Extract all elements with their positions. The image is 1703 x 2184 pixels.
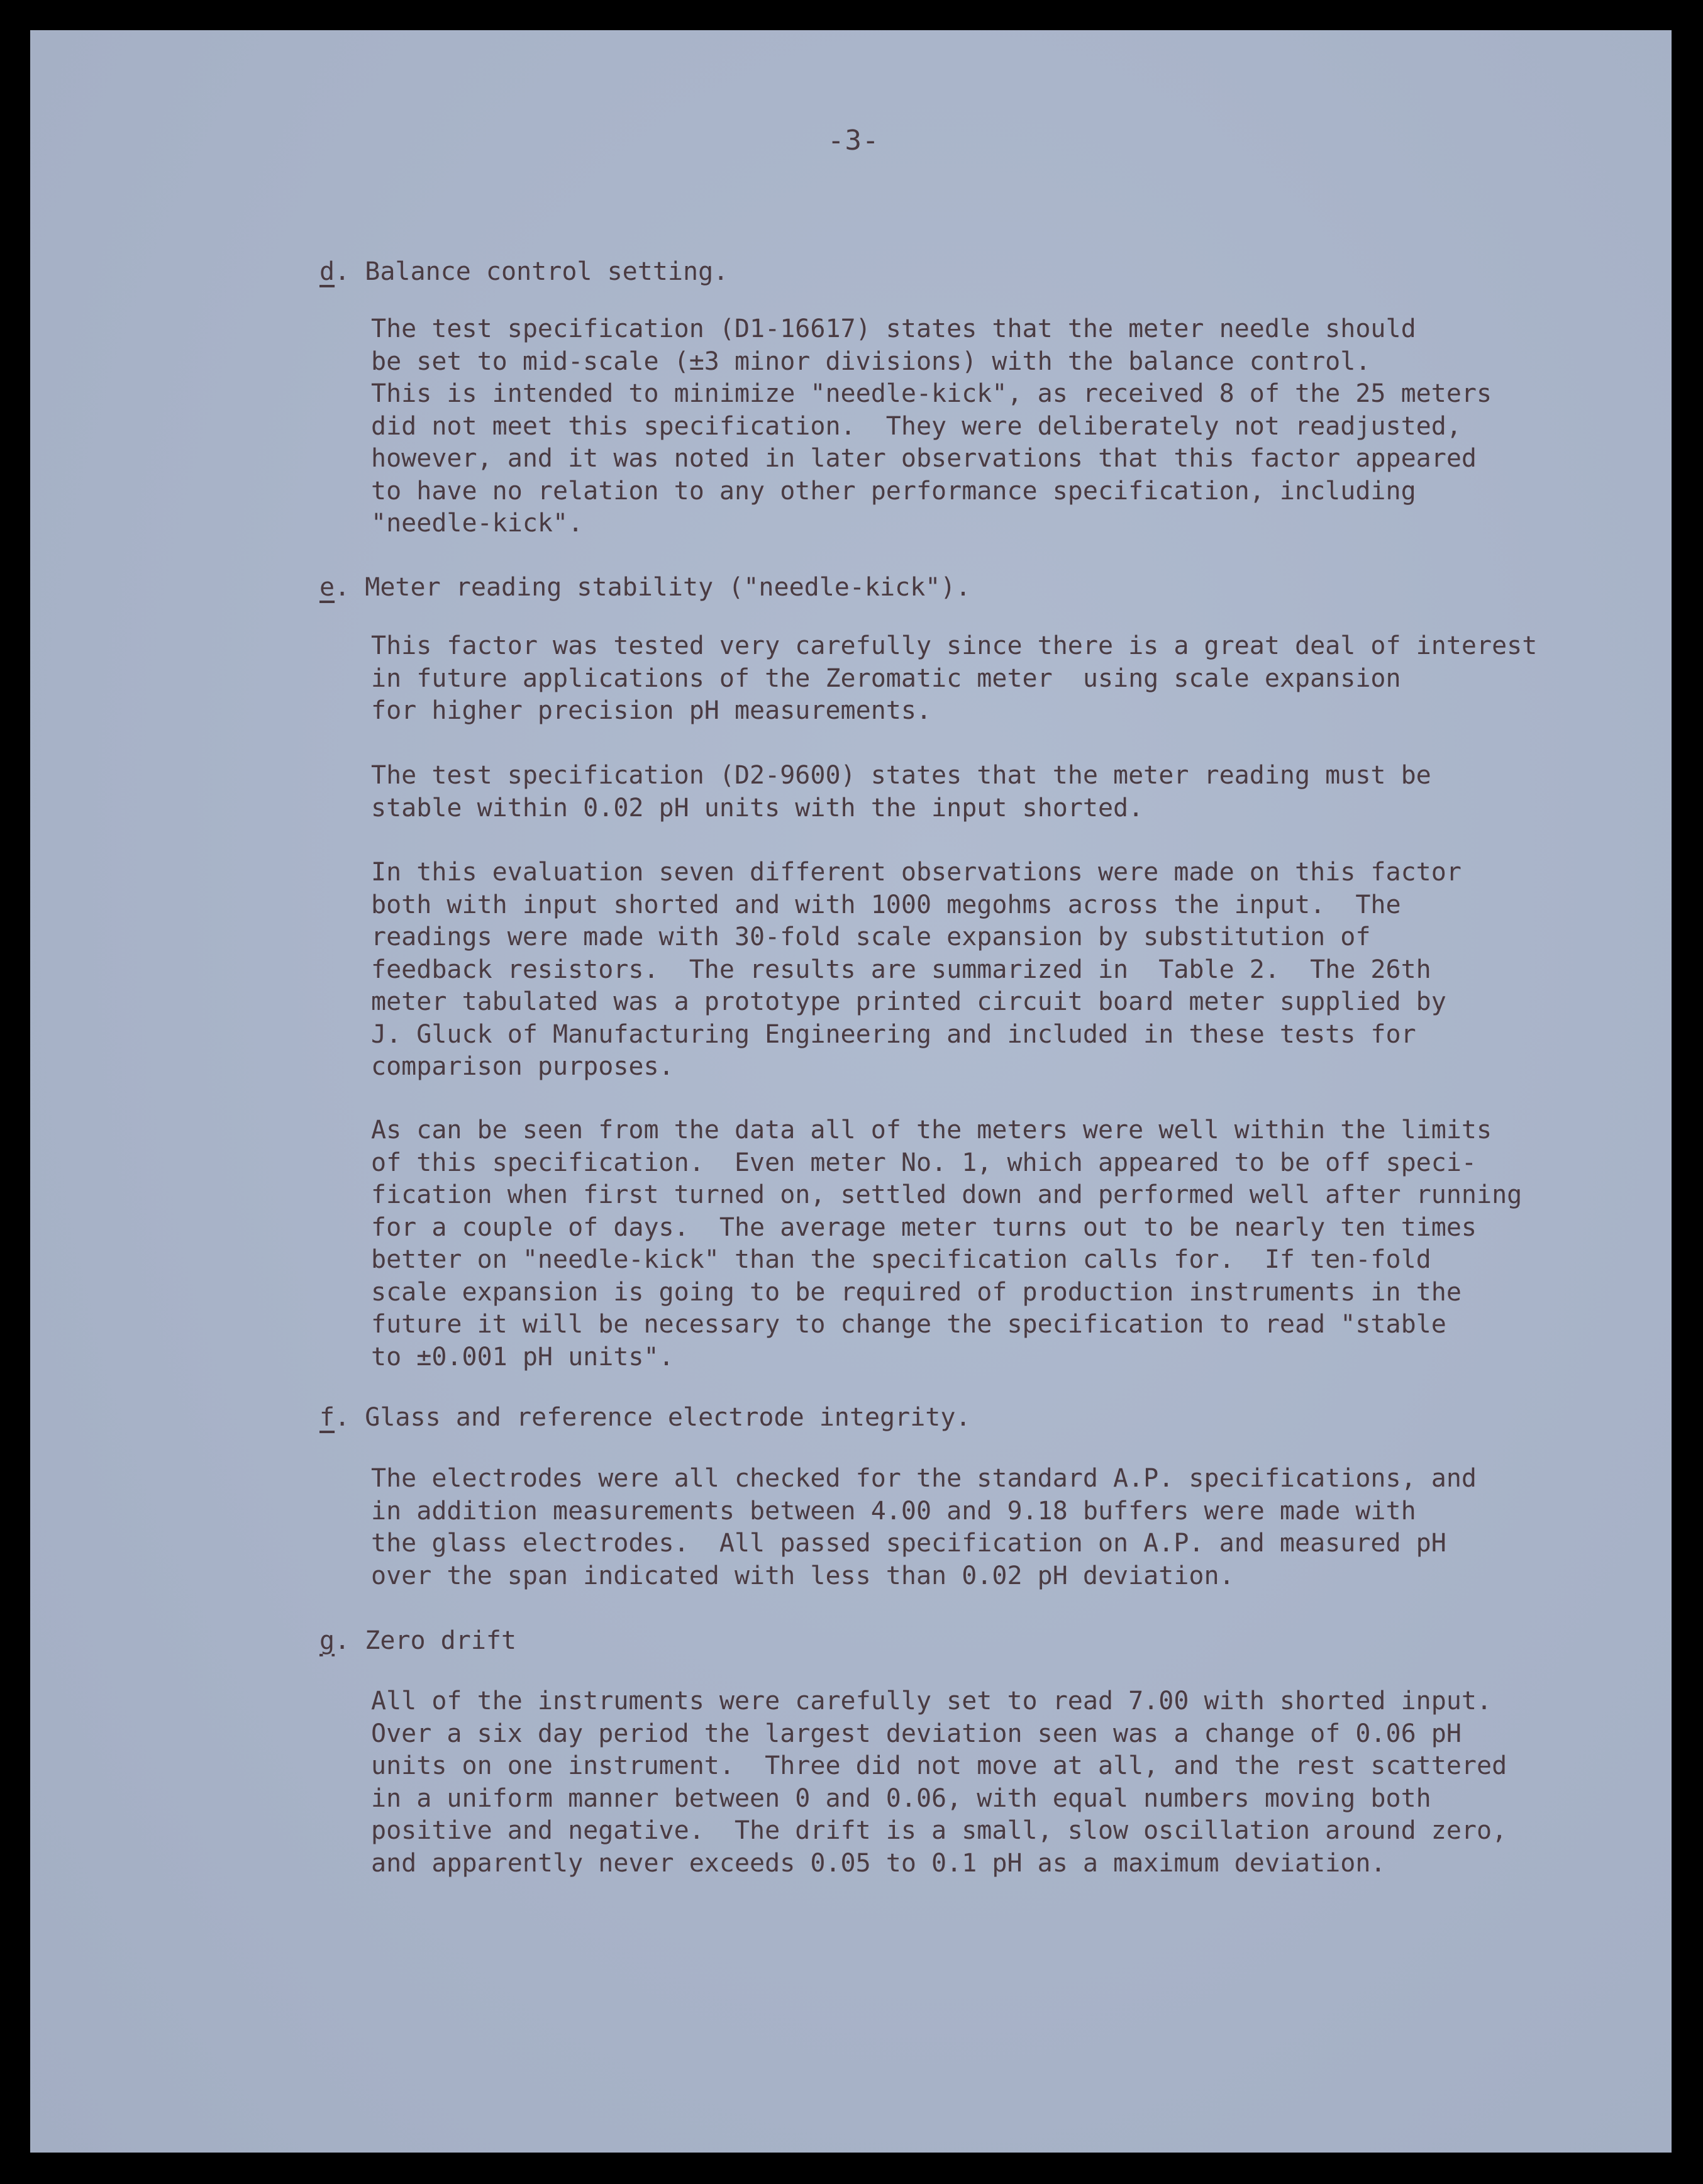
paragraph [371, 760, 1667, 824]
paragraph [371, 1114, 1667, 1373]
section-title: Zero drift [365, 1626, 517, 1655]
text-line: meter tabulated was a prototype printed circuit board meter supplied by [371, 987, 1446, 1016]
paragraph [371, 1685, 1667, 1880]
text-line: The test specification (D1-16617) states that the meter needle should [371, 314, 1416, 343]
text-line: for higher precision pH measurements. [371, 696, 932, 725]
section-title: Glass and reference electrode integrity. [365, 1403, 971, 1432]
text-line: units on one instrument. Three did not move at all, and the rest scattered [371, 1751, 1507, 1780]
text-line: fication when first turned on, settled down and performed well after running [371, 1180, 1523, 1209]
text-line: feedback resistors. The results are summarized in Table 2. The 26th [371, 955, 1431, 984]
paragraph [371, 630, 1667, 728]
text-line: and apparently never exceeds 0.05 to 0.1 pH as a maximum deviation. [371, 1848, 1386, 1878]
section-heading-d: d. Balance control setting. [319, 257, 729, 286]
text-line: did not meet this specification. They were deliberately not readjusted, [371, 411, 1462, 441]
text-line: This is intended to minimize "needle-kick", as received 8 of the 25 meters [371, 379, 1492, 408]
text-line: the glass electrodes. All passed specification on A.P. and measured pH [371, 1529, 1446, 1558]
paragraph [371, 1463, 1667, 1592]
page-number: -3- [828, 125, 880, 157]
text-line: to ±0.001 pH units". [371, 1342, 674, 1372]
text-line: scale expansion is going to be required of production instruments in the [371, 1277, 1462, 1307]
section-letter: e [319, 573, 335, 602]
text-line: for a couple of days. The average meter turns out to be nearly ten times [371, 1212, 1477, 1242]
section-title: Balance control setting. [365, 257, 729, 286]
text-line: of this specification. Even meter No. 1, which appeared to be off speci- [371, 1148, 1477, 1177]
section-letter: g [319, 1626, 335, 1655]
text-line: stable within 0.02 pH units with the input shorted. [371, 793, 1144, 823]
text-line: in addition measurements between 4.00 and 9.18 buffers were made with [371, 1496, 1416, 1526]
text-line: better on "needle-kick" than the specification calls for. If ten-fold [371, 1245, 1431, 1274]
section-letter: d [319, 257, 335, 286]
text-line: Over a six day period the largest deviation seen was a change of 0.06 pH [371, 1719, 1462, 1748]
section-heading-e: e. Meter reading stability ("needle-kick"). [319, 573, 971, 602]
text-line: both with input shorted and with 1000 megohms across the input. The [371, 890, 1401, 919]
text-line: This factor was tested very carefully since there is a great deal of interest [371, 631, 1538, 660]
text-line: J. Gluck of Manufacturing Engineering and included in these tests for [371, 1019, 1416, 1049]
text-line: however, and it was noted in later observations that this factor appeared [371, 444, 1477, 473]
document-page [30, 30, 1672, 2153]
text-line: The test specification (D2-9600) states that the meter reading must be [371, 761, 1431, 790]
text-line: to have no relation to any other performance specification, including [371, 476, 1416, 506]
text-line: readings were made with 30-fold scale expansion by substitution of [371, 923, 1371, 951]
text-line: be set to mid-scale (±3 minor divisions) with the balance control. [371, 346, 1371, 376]
text-line: comparison purposes. [371, 1052, 674, 1081]
text-line: over the span indicated with less than 0.02 pH deviation. [371, 1561, 1234, 1590]
section-letter: f [319, 1403, 335, 1432]
text-line: in future applications of the Zeromatic meter using scale expansion [371, 663, 1401, 693]
section-heading-g: g. Zero drift [319, 1626, 517, 1655]
paper-sheet [30, 30, 1672, 2153]
text-line: In this evaluation seven different observations were made on this factor [371, 858, 1462, 887]
text-line: future it will be necessary to change the specification to read "stable [371, 1310, 1446, 1339]
section-title: Meter reading stability ("needle-kick"). [365, 573, 971, 602]
text-line: positive and negative. The drift is a small, slow oscillation around zero, [371, 1816, 1507, 1845]
text-line: All of the instruments were carefully set to read 7.00 with shorted input. [371, 1687, 1492, 1716]
text-line: As can be seen from the data all of the meters were well within the limits [371, 1116, 1492, 1145]
text-line: The electrodes were all checked for the standard A.P. specifications, and [371, 1464, 1477, 1493]
text-line: "needle-kick". [371, 509, 584, 538]
paragraph [371, 313, 1667, 540]
section-heading-f: f. Glass and reference electrode integrity. [319, 1403, 971, 1432]
paragraph [371, 856, 1667, 1084]
text-line: in a uniform manner between 0 and 0.06, with equal numbers moving both [371, 1783, 1431, 1813]
